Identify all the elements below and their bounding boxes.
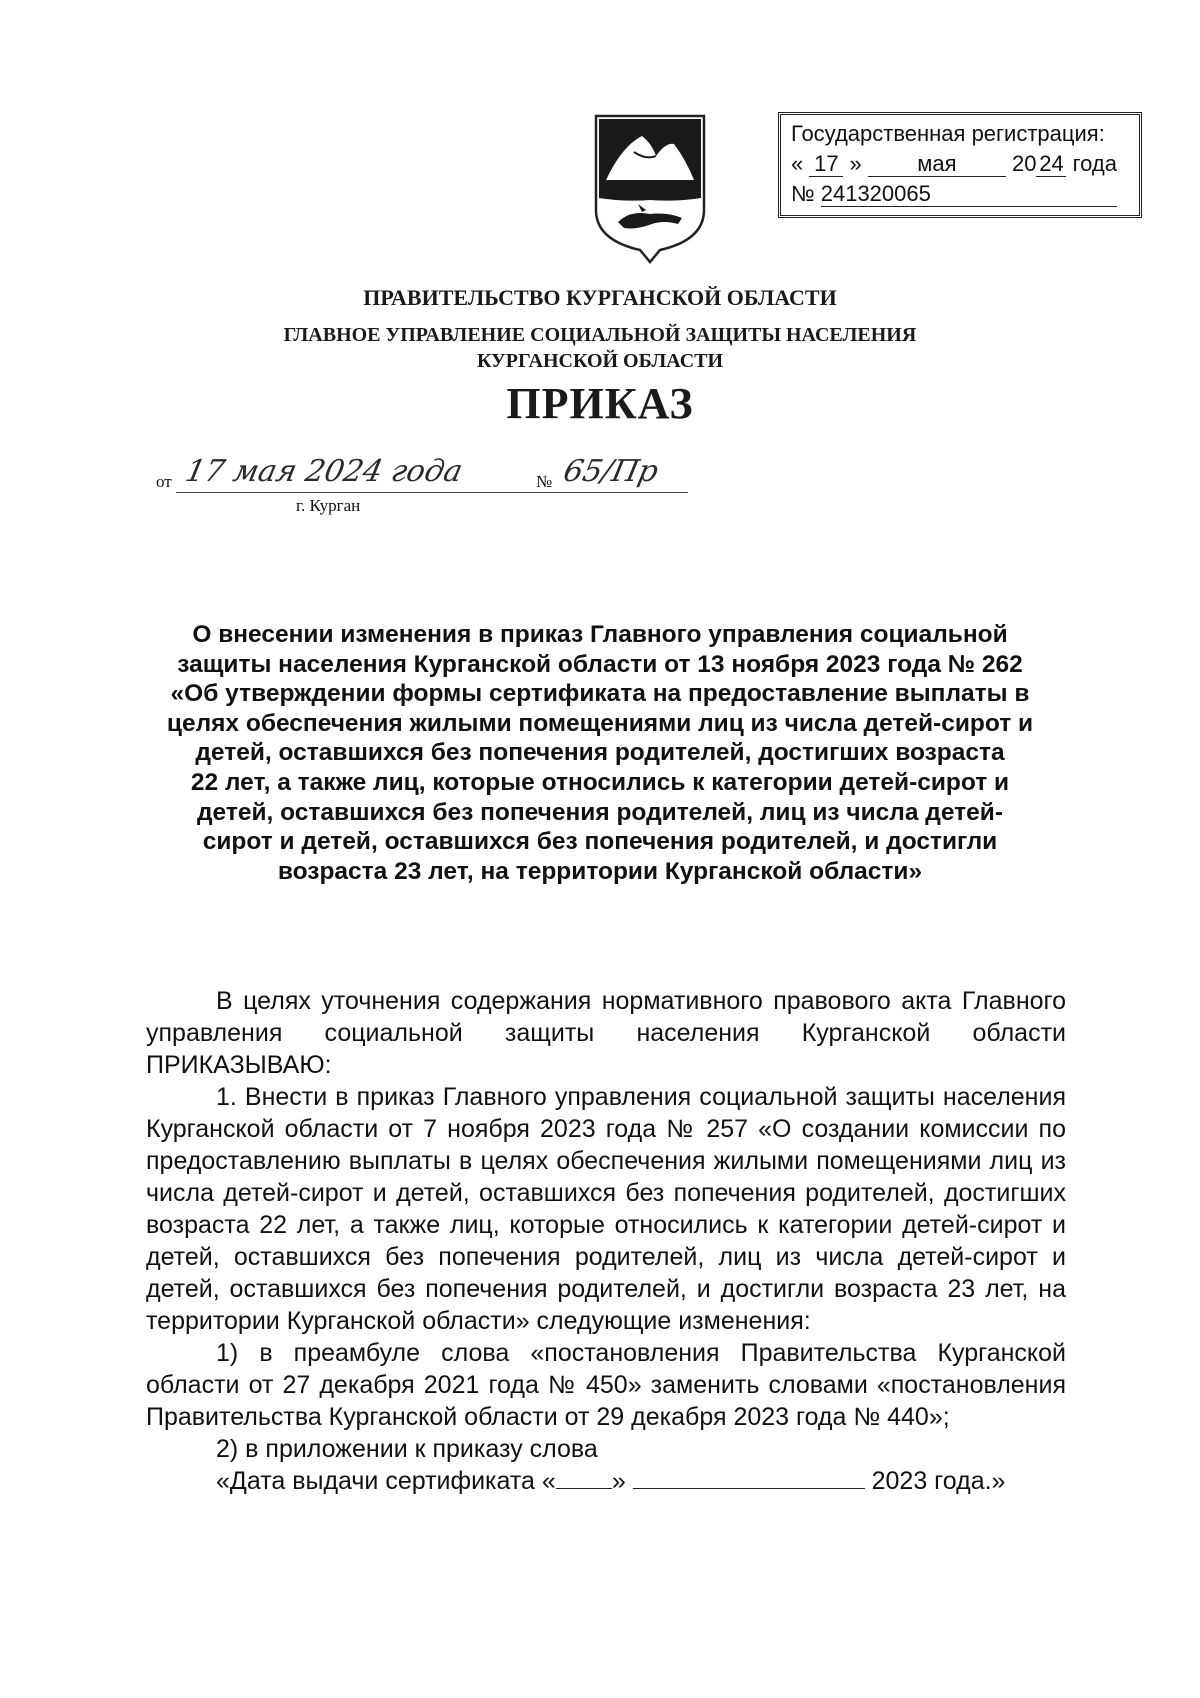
registration-day: 17	[809, 152, 843, 177]
title-line: защиты населения Курганской области от 13 ноября 2023 года № 262	[177, 650, 1023, 678]
registration-number-label: №	[791, 181, 815, 206]
title-line: О внесении изменения в приказ Главного управления социальной	[192, 621, 1008, 648]
registration-day-close: »	[849, 151, 862, 176]
body-item-1: 1. Внести в приказ Главного управления социальной защиты населения Курганской области от 7 ноября 2023 года № 257 «О создании комиссии по предоставлению выплаты в целях обеспечения жилыми помещениями лиц из числа детей-сирот и детей, оставшихся без попечения родителей, достигших возраста 22 лет, а также лиц, которые относились к категории детей-сирот и детей, оставшихся без попечения родителей, лиц из числа детей-сирот и детей, оставшихся без попечения родителей, и достигли возраста 23 лет, на территории Курганской области» следующие изменения:	[146, 1083, 1066, 1335]
title-line: сирот и детей, оставшихся без попечения родителей, и достигли	[202, 828, 998, 856]
government-name: ПРАВИТЕЛЬСТВО КУРГАНСКОЙ ОБЛАСТИ	[363, 285, 837, 310]
quote-start: «Дата выдачи сертификата «	[216, 1467, 556, 1495]
quote-day-blank	[556, 1488, 612, 1489]
title-line: возраста 23 лет, на территории Курганской области»	[277, 857, 923, 885]
registration-year-word: года	[1072, 151, 1117, 176]
document-type: ПРИКАЗ	[506, 379, 694, 428]
order-date-handwritten: 17 мая 2024 года	[182, 454, 466, 489]
registration-stamp	[778, 112, 1142, 218]
department-name-line1: ГЛАВНОЕ УПРАВЛЕНИЕ СОЦИАЛЬНОЙ ЗАЩИТЫ НАСЕЛЕНИЯ	[283, 324, 917, 346]
department-name-line2: КУРГАНСКОЙ ОБЛАСТИ	[476, 350, 724, 372]
registration-title: Государственная регистрация:	[791, 121, 1105, 146]
quote-end: 2023 года.»	[871, 1467, 1006, 1495]
coat-of-arms-emblem	[590, 112, 710, 264]
registration-date-row	[791, 149, 1129, 179]
order-number-label: №	[536, 472, 553, 491]
order-city: г. Курган	[296, 496, 361, 515]
order-date-underline	[176, 492, 688, 493]
registration-number: 241320065	[821, 182, 1117, 207]
quote-month-blank	[633, 1488, 865, 1489]
title-line: «Об утверждении формы сертификата на предоставление выплаты в	[170, 680, 1030, 708]
registration-year-prefix: 20	[1012, 151, 1037, 176]
title-line: детей, оставшихся без попечения родителей, достигших возраста	[195, 739, 1005, 767]
registration-number-row	[791, 179, 1129, 209]
title-line: 22 лет, а также лиц, которые относились к категории детей-сирот и	[190, 768, 1010, 796]
body-intro: В целях уточнения содержания нормативного правового акта Главного управления социальной защиты населения Курганской области ПРИКАЗЫВАЮ:	[146, 987, 1066, 1079]
registration-day-open: «	[791, 151, 804, 176]
title-line: детей, оставшихся без попечения родителей, лиц из числа детей-	[197, 798, 1003, 826]
body-quoted-phrase	[146, 1465, 1066, 1497]
order-number-handwritten: 65/Пр	[560, 454, 662, 489]
quote-mid: »	[611, 1467, 626, 1495]
body-subitem-1: 1) в преамбуле слова «постановления Правительства Курганской области от 27 декабря 2021 года № 450» заменить словами «постановления Правительства Курганской области от 29 декабря 2023 года № 440»;	[146, 1339, 1066, 1431]
registration-year-suffix: 24	[1036, 152, 1066, 177]
title-line: целях обеспечения жилыми помещениями лиц из числа детей-сирот и	[166, 709, 1034, 737]
registration-month: мая	[868, 152, 1006, 177]
order-date-line	[156, 454, 676, 498]
document-body	[146, 985, 1066, 1497]
order-from-label: от	[156, 472, 172, 491]
document-title	[130, 620, 1070, 886]
body-subitem-2: 2) в приложении к приказу слова	[216, 1435, 598, 1463]
